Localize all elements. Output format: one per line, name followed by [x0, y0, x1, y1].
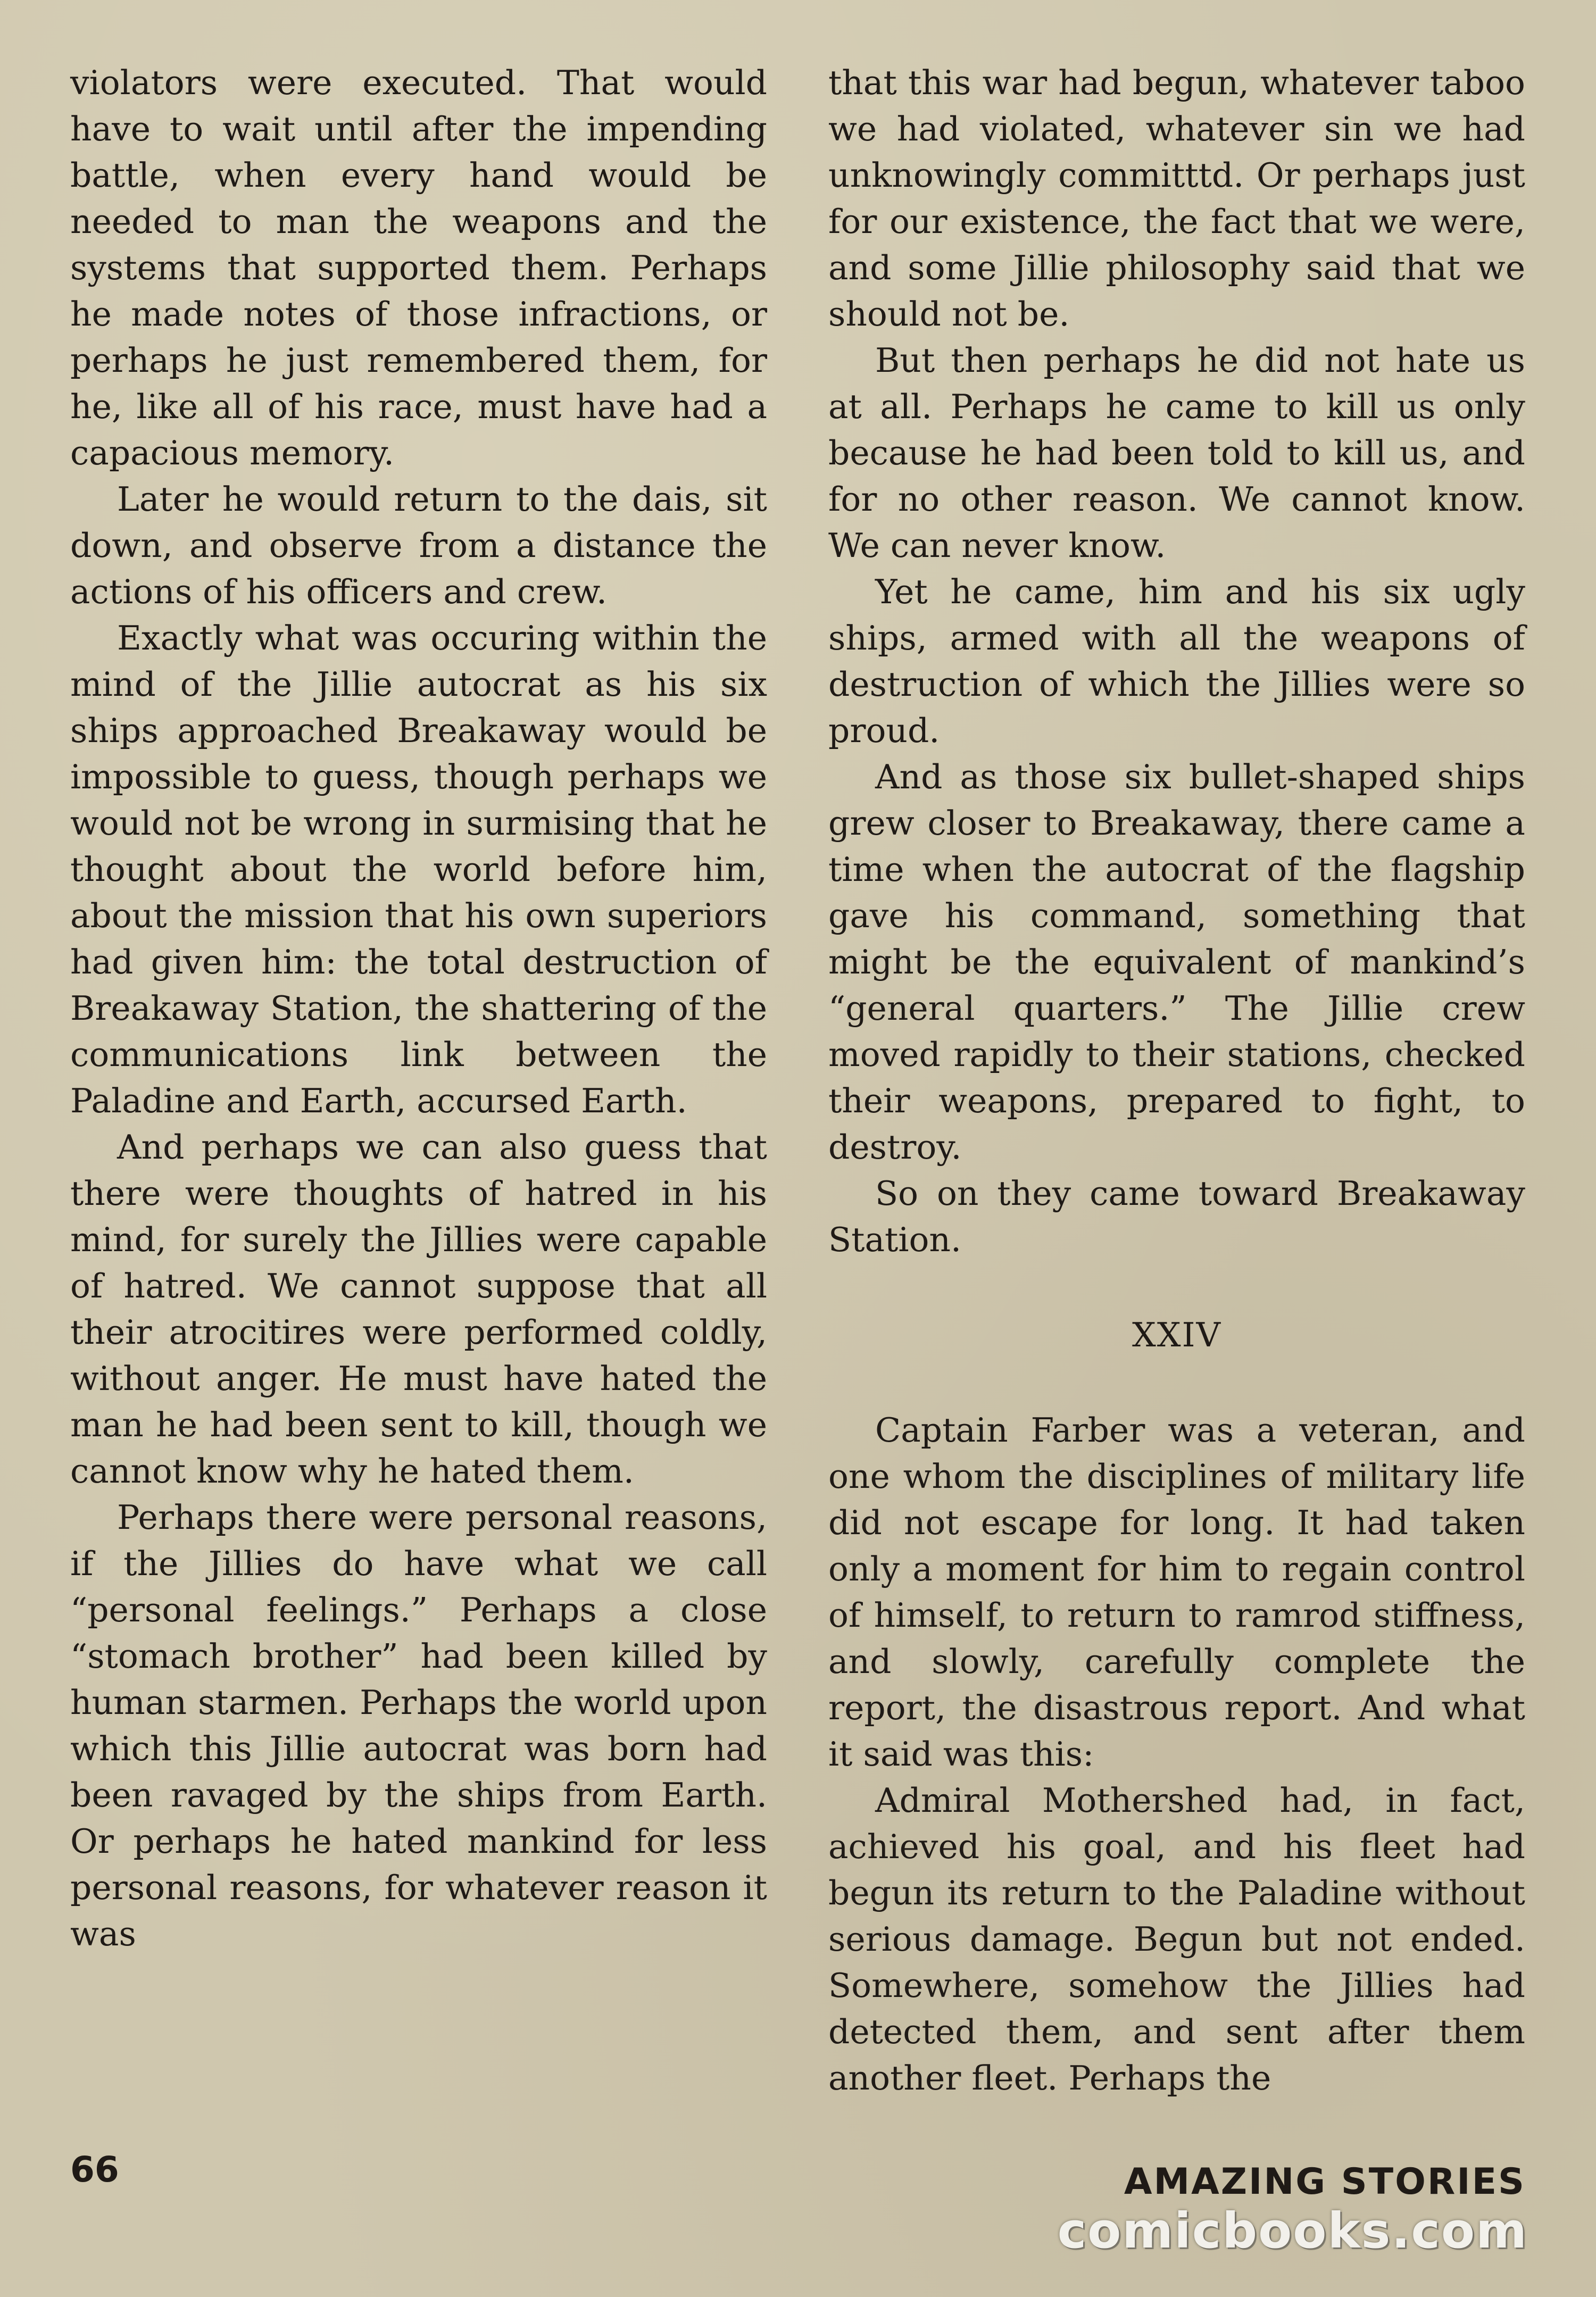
paragraph: And perhaps we can also guess that there were thoughts of hatred in his mind, for surely the Jillies were capable of hatred. We cannot suppose that all their atrocitires were performed coldly, without anger. He must have hated the man he had been sent to kill, though we cannot know why he hated them. — [70, 1128, 767, 1491]
paragraph: Admiral Mothershed had, in fact, achieved his goal, and his fleet had begun its return to the Paladine without serious damage. Begun but not ended. Somewhere, somehow the Jillies had detected them, and sent after them another fleet. Perhaps the — [828, 1781, 1525, 2098]
paragraph: So on they came toward Breakaway Station. — [828, 1174, 1525, 1259]
page-number: 66 — [70, 2149, 119, 2190]
paragraph: Later he would return to the dais, sit down, and observe from a distance the actions of his officers and crew. — [70, 480, 767, 611]
paragraph: But then perhaps he did not hate us at all. Perhaps he came to kill us only because he had been told to kill us, and for no other reason. We cannot know. We can never know. — [828, 341, 1525, 565]
paragraph: that this war had begun, whatever taboo we had violated, whatever sin we had unknowingly committtd. Or perhaps just for our existence, the fact that we were, and some Jillie philosophy said that we should not be. — [828, 63, 1525, 334]
left-column — [70, 60, 767, 1957]
magazine-title: AMAZING STORIES — [1124, 2161, 1526, 2203]
watermark: comicbooks.com — [1057, 2202, 1528, 2259]
chapter-heading: XXIV — [1132, 1316, 1222, 1354]
paragraph: Exactly what was occuring within the mind of the Jillie autocrat as his six ships approached Breakaway would be impossible to guess, though perhaps we would not be wrong in surmising that he thought about the world before him, about the mission that his own superiors had given him: the total destruction of Breakaway Station, the shattering of the communications link between the Paladine and Earth, accursed Earth. — [70, 619, 767, 1120]
right-column — [828, 60, 1525, 2101]
paragraph: Yet he came, him and his six ugly ships, armed with all the weapons of destruction of which the Jillies were so proud. — [828, 572, 1525, 750]
paragraph: And as those six bullet-shaped ships grew closer to Breakaway, there came a time when the autocrat of the flagship gave his command, something that might be the equivalent of mankind’s “general quarters.” The Jillie crew moved rapidly to their stations, checked their weapons, prepared to fight, to destroy. — [828, 758, 1525, 1167]
paragraph: violators were executed. That would have to wait until after the impending battle, when every hand would be needed to man the weapons and the systems that supported them. Perhaps he made notes of those infractions, or perhaps he just remembered them, for he, like all of his race, must have had a capacious memory. — [70, 63, 767, 472]
paragraph: Captain Farber was a veteran, and one whom the disciplines of military life did not escape for long. It had taken only a moment for him to regain control of himself, to return to ramrod stiffness, and slowly, carefully complete the report, the disastrous report. And what it said was this: — [828, 1411, 1525, 1774]
paragraph: Perhaps there were personal reasons, if the Jillies do have what we call “personal feelings.” Perhaps a close “stomach brother” had been killed by human starmen. Perhaps the world upon which this Jillie autocrat was born had been ravaged by the ships from Earth. Or perhaps he hated mankind for less personal reasons, for whatever reason it was — [70, 1498, 767, 1953]
